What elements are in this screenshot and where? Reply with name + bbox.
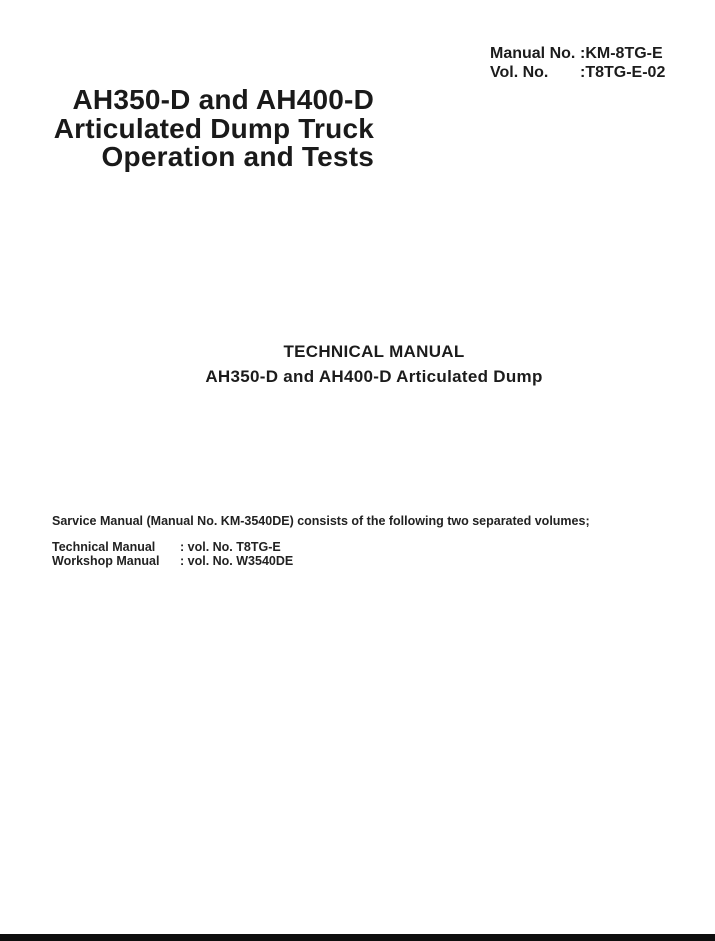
volume-list [52,541,590,569]
page-title [0,86,374,172]
page-title-line3: Operation and Tests [101,141,374,172]
vol-no-value: :T8TG-E-02 [580,64,666,81]
technical-manual-line1: TECHNICAL MANUAL [283,342,465,361]
technical-manual-label: Technical Manual [52,540,156,554]
workshop-manual-label: Workshop Manual [52,553,160,568]
vol-no-label: Vol. No. [490,64,549,81]
technical-manual-heading [33,339,715,389]
volume-row-workshop [52,555,590,569]
technical-manual-vol-no: : vol. No. T8TG-E [180,540,281,554]
volume-row-technical [52,541,590,555]
manual-no-label: Manual No. [490,45,576,62]
page-title-line1: AH350-D and AH400-D [72,84,374,115]
manual-number-row [490,44,665,63]
service-manual-note [52,514,590,569]
manual-no-value: :KM-8TG-E [580,45,663,62]
manual-number-block [490,44,665,82]
page-bottom-scan-bar [0,934,715,941]
service-manual-intro: Sarvice Manual (Manual No. KM-3540DE) consists of the following two separated volumes; [52,514,590,528]
technical-manual-line2: AH350-D and AH400-D Articulated Dump [205,367,543,386]
page-title-line2: Articulated Dump Truck [53,112,374,144]
workshop-manual-vol-no: : vol. No. W3540DE [180,553,294,568]
volume-number-row [490,63,665,82]
